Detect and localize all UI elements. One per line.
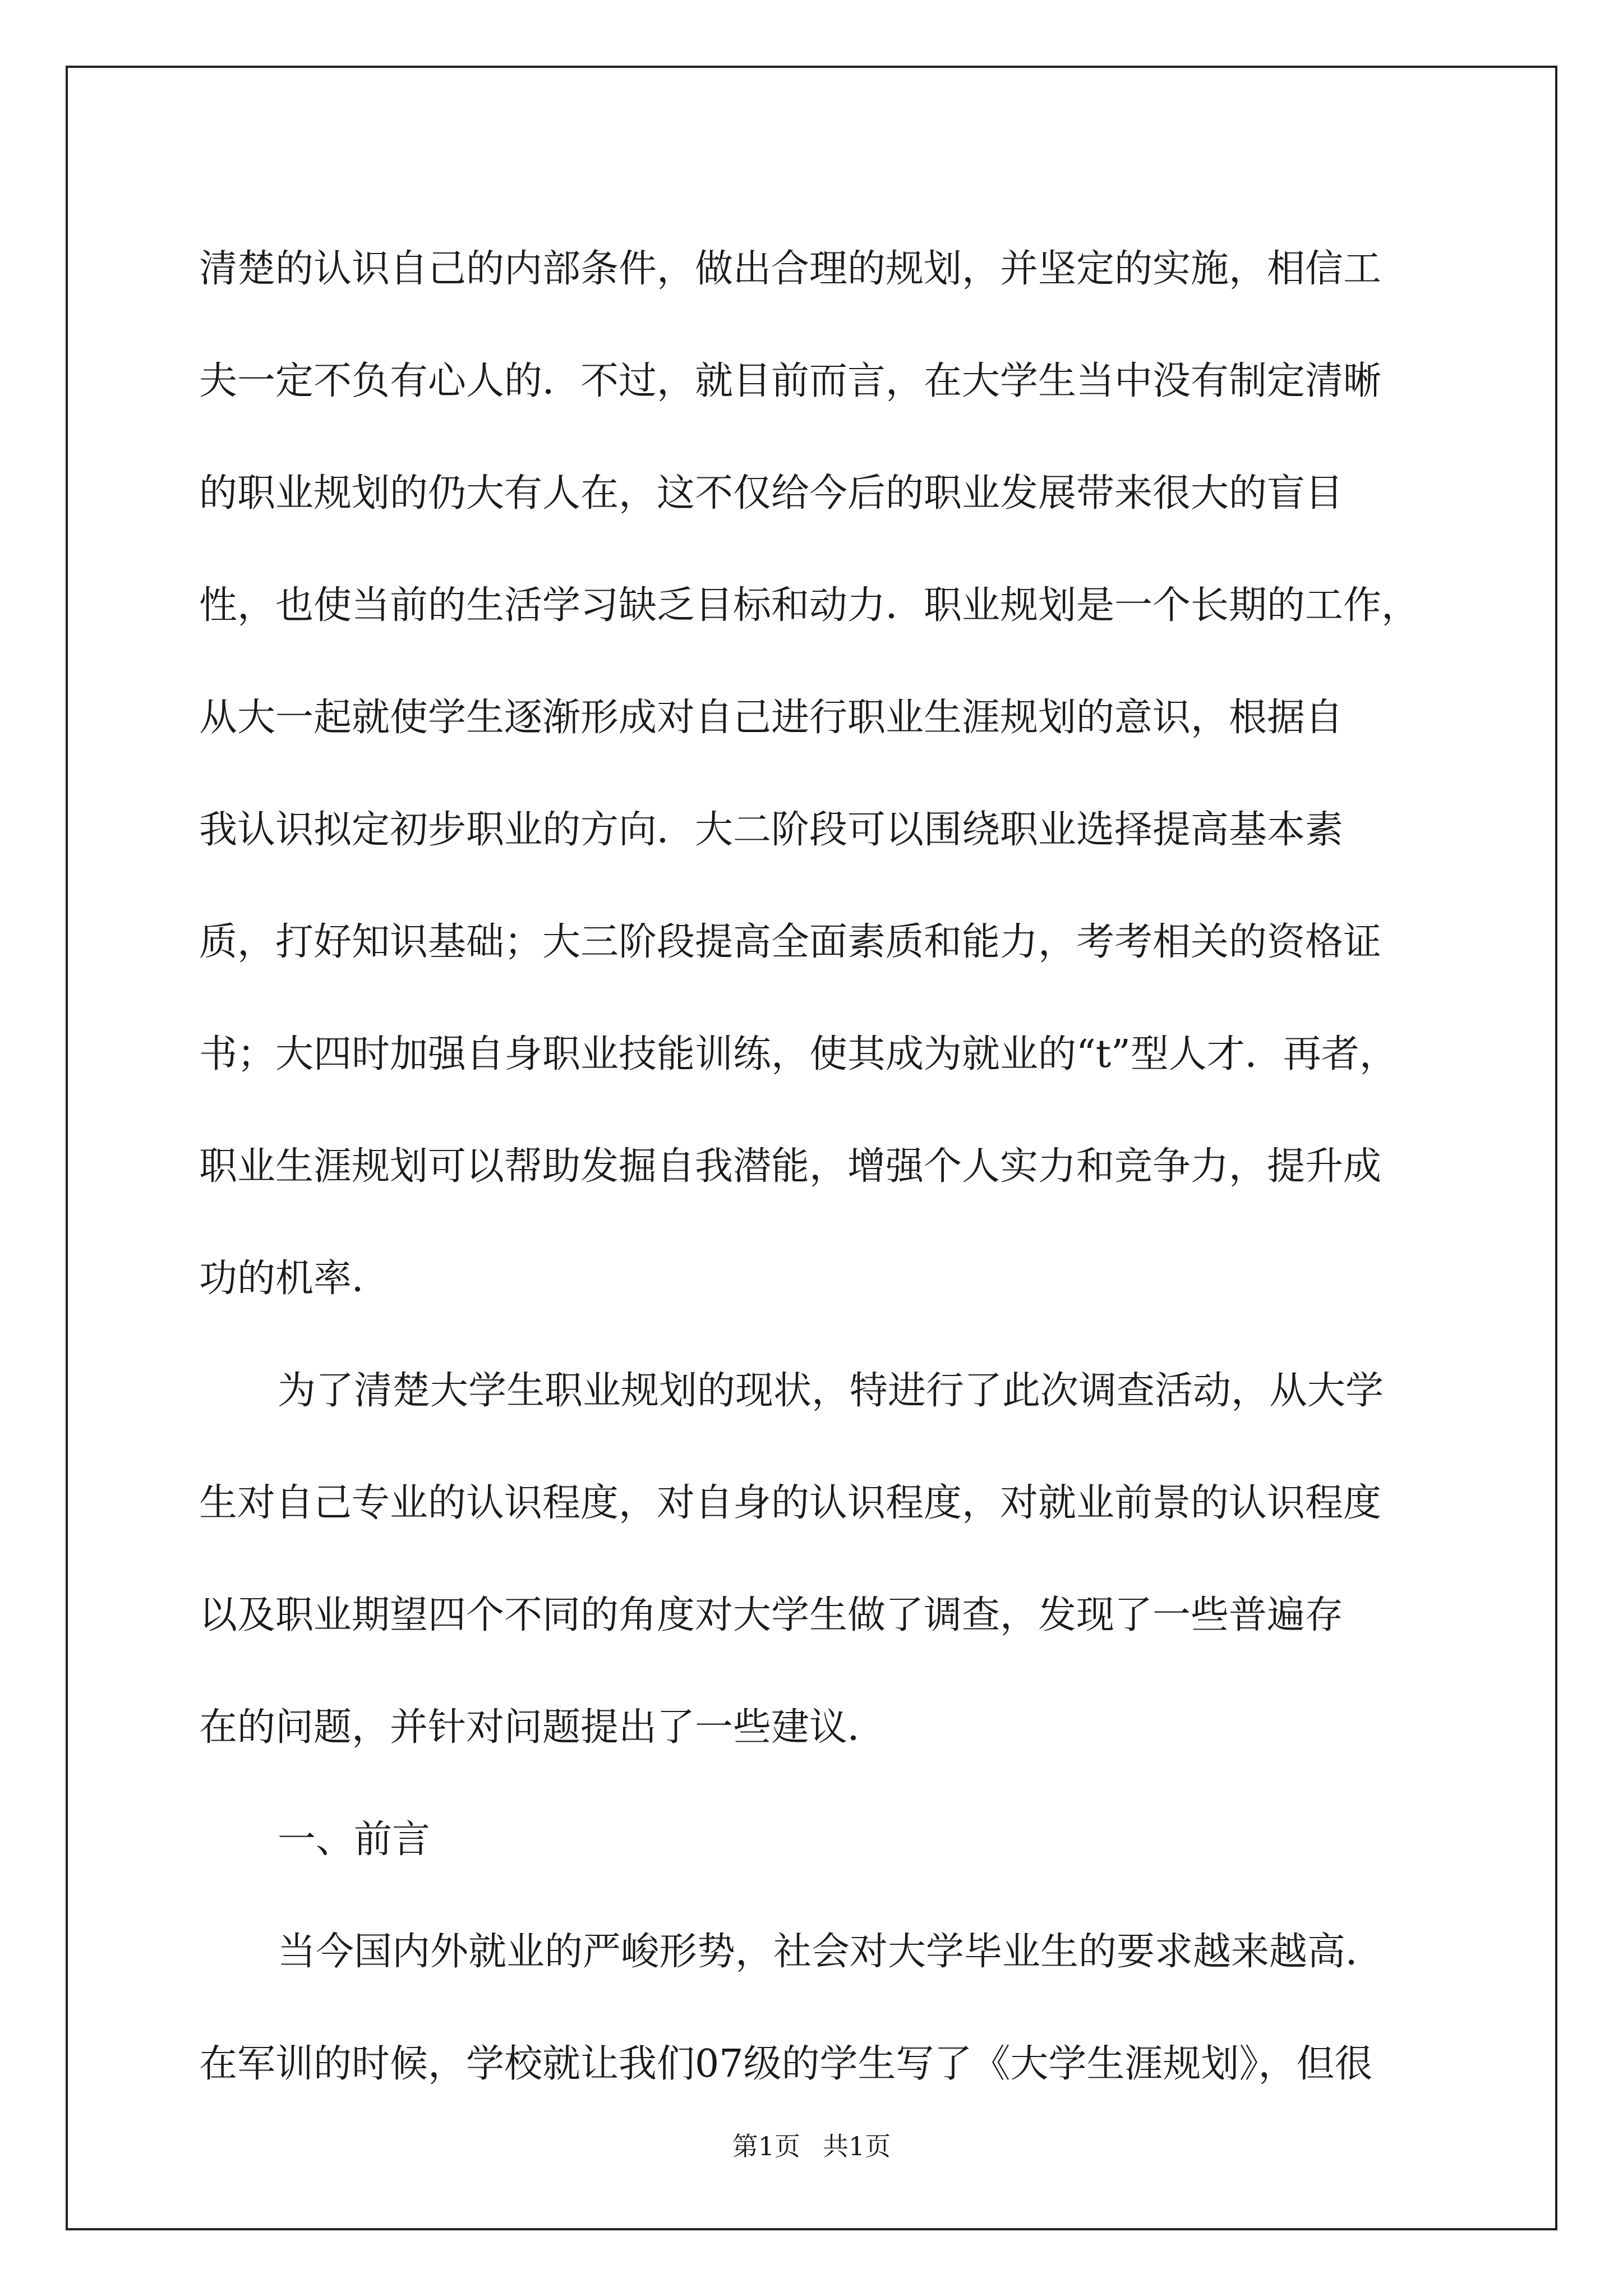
document-body <box>199 213 1424 2120</box>
text-line: 书；大四时加强自身职业技能训练，使其成为就业的“t”型人才．再者， <box>199 1032 1398 1076</box>
text-line: 职业生涯规划可以帮助发掘自我潜能，增强个人实力和竞争力，提升成 <box>199 1144 1382 1189</box>
text-line: 在军训的时候，学校就让我们07级的学生写了《大学生涯规划》，但很 <box>199 2042 1373 2086</box>
section-heading: 一、前言 <box>278 1818 431 1862</box>
page-total: 共1页 <box>823 2131 891 2161</box>
text-line: 在的问题，并针对问题提出了一些建议． <box>199 1705 886 1750</box>
text-line: 我认识拟定初步职业的方向．大二阶段可以围绕职业选择提高基本素 <box>199 808 1344 852</box>
text-line: 清楚的认识自己的内部条件，做出合理的规划，并坚定的实施，相信工 <box>199 247 1382 291</box>
text-line: 的职业规划的仍大有人在，这不仅给今后的职业发展带来很大的盲目 <box>199 471 1344 516</box>
text-line: 功的机率． <box>199 1257 390 1301</box>
text-line: 性，也使当前的生活学习缺乏目标和动力．职业规划是一个长期的工作， <box>199 583 1420 628</box>
text-line: 夫一定不负有心人的．不过，就目前而言，在大学生当中没有制定清晰 <box>199 359 1382 403</box>
page-number: 第1页 <box>732 2131 800 2161</box>
text-line: 当今国内外就业的严峻形势，社会对大学毕业生的要求越来越高． <box>278 1930 1384 1974</box>
text-line: 为了清楚大学生职业规划的现状，特进行了此次调查活动，从大学 <box>278 1369 1384 1413</box>
text-line: 生对自己专业的认识程度，对自身的认识程度，对就业前景的认识程度 <box>199 1481 1382 1525</box>
text-line: 以及职业期望四个不同的角度对大学生做了调查，发现了一些普遍存 <box>199 1593 1344 1637</box>
page-footer <box>0 2126 1623 2163</box>
text-line: 质，打好知识基础；大三阶段提高全面素质和能力，考考相关的资格证 <box>199 920 1382 964</box>
text-line: 从大一起就使学生逐渐形成对自己进行职业生涯规划的意识，根据自 <box>199 696 1344 740</box>
